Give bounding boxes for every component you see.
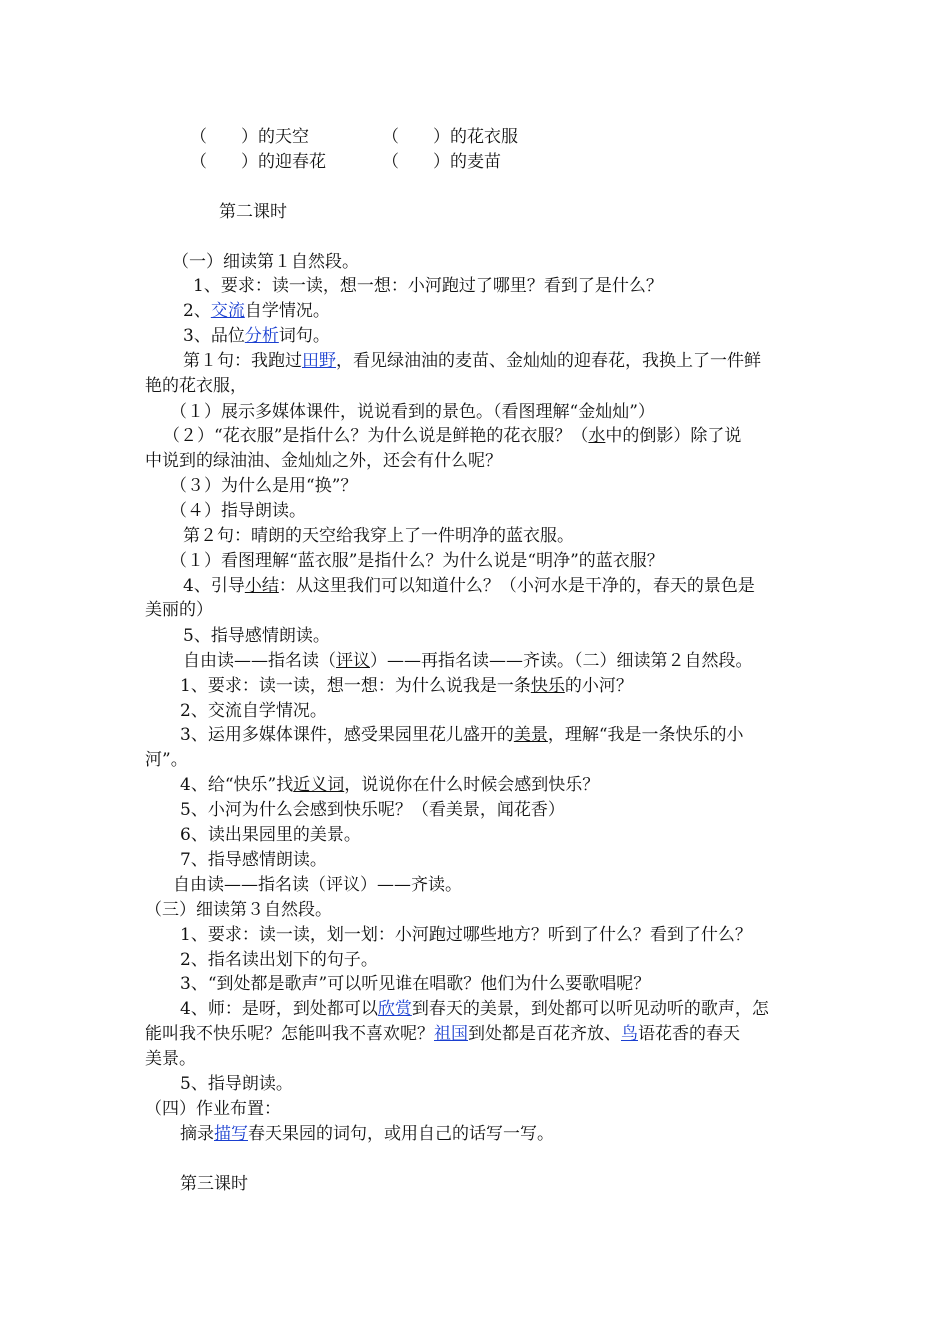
s2-item-2: 2、交流自学情况。 xyxy=(180,701,327,721)
s1-point-2: （２）“花衣服”是指什么？为什么说是鲜艳的花衣服？（水中的倒影）除了说 xyxy=(163,426,742,446)
s1-point-4: （４）指导朗读。 xyxy=(170,501,306,521)
lesson-2-heading: 第二课时 xyxy=(219,202,287,222)
s2-item-4: 4、给“快乐”找近义词，说说你在什么时候会感到快乐？ xyxy=(180,775,600,795)
link-zuguo[interactable]: 祖国 xyxy=(434,1024,468,1044)
s1-sentence-1: 第１句：我跑过田野，看见绿油油的麦苗、金灿灿的迎春花，我换上了一件鲜 xyxy=(183,351,761,371)
s3-item-4: 4、师：是呀，到处都可以欣赏到春天的美景，到处都可以听见动听的歌声，怎 xyxy=(180,999,769,1019)
link-xinshang[interactable]: 欣赏 xyxy=(377,999,412,1019)
link-niao[interactable]: 鸟 xyxy=(621,1024,638,1044)
s1-item-4: 4、引导小结：从这里我们可以知道什么？（小河水是干净的，春天的景色是 xyxy=(183,576,755,596)
s3-item-4-end: 美景。 xyxy=(145,1049,196,1069)
lesson-3-heading: 第三课时 xyxy=(180,1174,248,1194)
s2-item-6: 6、读出果园里的美景。 xyxy=(180,825,361,845)
s2-reading-sequence: 自由读——指名读（评议）——齐读。 xyxy=(173,875,462,895)
s1-item-3: 3、品位分析词句。 xyxy=(183,326,330,346)
link-miaoxie[interactable]: 描写 xyxy=(214,1124,248,1144)
s3-item-5: 5、指导朗读。 xyxy=(180,1074,293,1094)
s1-point-2-cont: 中说到的绿油油、金灿灿之外，还会有什么呢？ xyxy=(145,451,502,471)
s1-point-3: （３）为什么是用“换”？ xyxy=(170,476,358,496)
s1-reading-sequence: 自由读——指名读（评议）——再指名读——齐读。（二）细读第２自然段。 xyxy=(183,651,753,671)
s2-item-1: 1、要求：读一读，想一想：为什么说我是一条快乐的小河？ xyxy=(180,676,633,696)
s2-item-5: 5、小河为什么会感到快乐呢？（看美景，闻花香） xyxy=(180,800,565,820)
s2-item-7: 7、指导感情朗读。 xyxy=(180,850,327,870)
link-jiaoliu[interactable]: 交流 xyxy=(210,301,245,321)
section-4-heading: （四）作业布置： xyxy=(145,1099,281,1119)
s1-item-4-cont: 美丽的） xyxy=(145,600,213,620)
s1-sentence-2: 第２句：晴朗的天空给我穿上了一件明净的蓝衣服。 xyxy=(183,526,574,546)
s3-item-4-cont: 能叫我不快乐呢？怎能叫我不喜欢呢？祖国到处都是百花齐放、鸟语花香的春天 xyxy=(145,1024,740,1044)
section-1-heading: （一）细读第１自然段。 xyxy=(172,252,359,272)
s1-point-1: （１）展示多媒体课件，说说看到的景色。（看图理解“金灿灿”） xyxy=(170,402,655,422)
s2-item-3: 3、运用多媒体课件，感受果园里花儿盛开的美景，理解“我是一条快乐的小 xyxy=(180,725,744,745)
s1-requirement: 1、要求：读一读，想一想：小河跑过了哪里？看到了是什么？ xyxy=(193,276,663,296)
s3-item-1: 1、要求：读一读，划一划：小河跑过哪些地方？听到了什么？看到了什么？ xyxy=(180,925,752,945)
blank-sky: （ ）的天空 xyxy=(190,127,309,147)
s4-homework: 摘录描写春天果园的词句，或用自己的话写一写。 xyxy=(180,1124,554,1144)
blank-wheat: （ ）的麦苗 xyxy=(382,152,501,172)
s1-sentence-2-q1: （１）看图理解“蓝衣服”是指什么？为什么说是“明净”的蓝衣服？ xyxy=(170,551,664,571)
s3-item-3: 3、“到处都是歌声”可以听见谁在唱歌？他们为什么要歌唱呢？ xyxy=(180,974,651,994)
s3-item-2: 2、指名读出划下的句子。 xyxy=(180,950,378,970)
blank-winter-jasmine: （ ）的迎春花 xyxy=(190,152,326,172)
link-fenxi[interactable]: 分析 xyxy=(244,326,279,346)
section-3-heading: （三）细读第３自然段。 xyxy=(145,900,332,920)
s1-sentence-1-cont: 艳的花衣服， xyxy=(145,376,247,396)
s2-item-3-cont: 河”。 xyxy=(145,750,188,770)
s1-item-5: 5、指导感情朗读。 xyxy=(183,626,330,646)
blank-flower-clothes: （ ）的花衣服 xyxy=(382,127,518,147)
s1-item-2: 2、交流自学情况。 xyxy=(183,301,330,321)
link-tianye[interactable]: 田野 xyxy=(302,351,336,371)
